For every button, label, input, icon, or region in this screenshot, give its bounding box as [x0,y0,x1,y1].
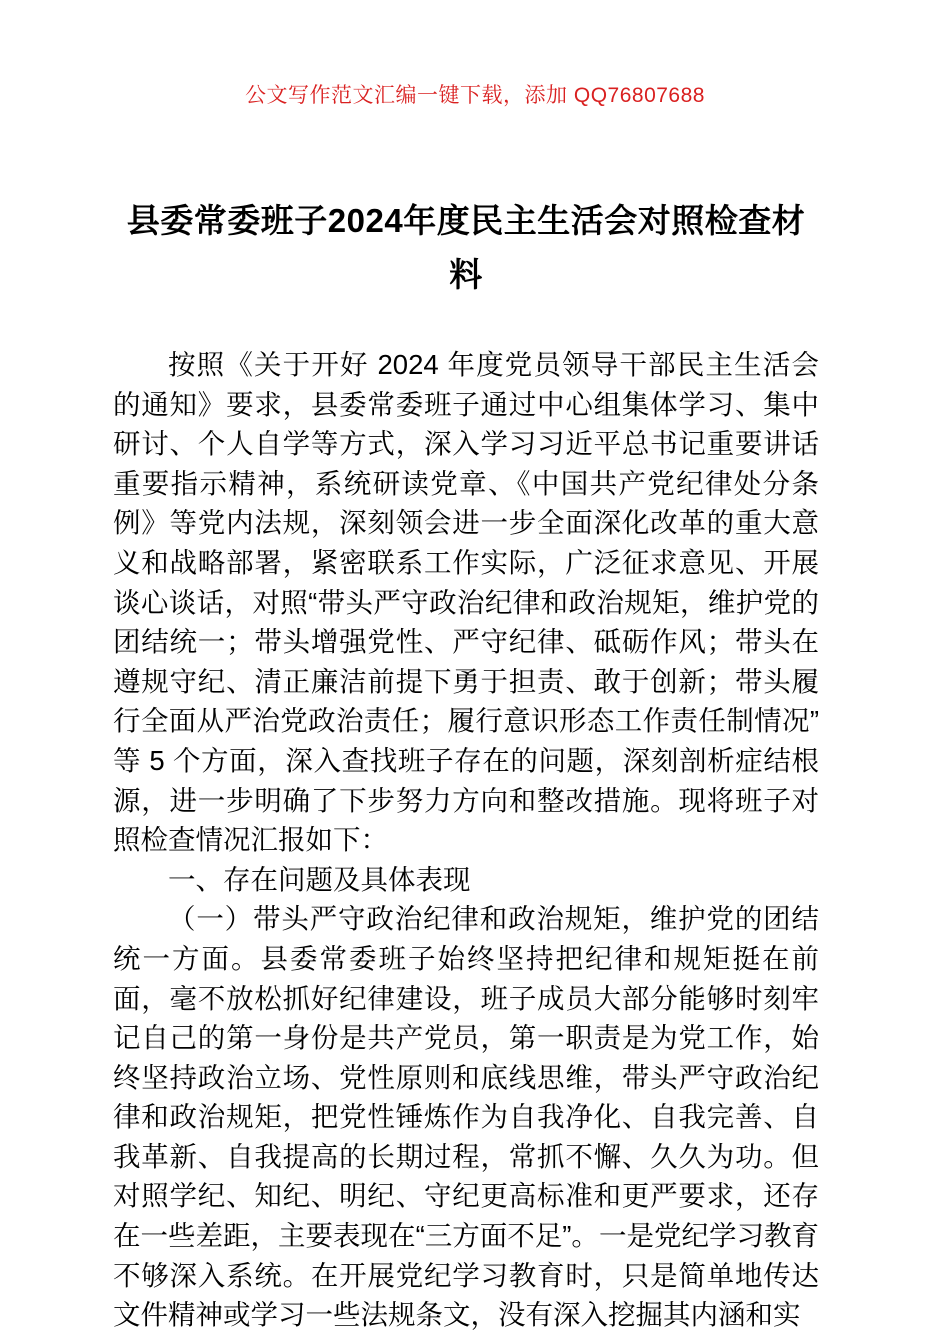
paragraph-intro: 按照《关于开好 2024 年度党员领导干部民主生活会的通知》要求，县委常委班子通过中心组集体学习、集中研讨、个人自学等方式，深入学习习近平总书记重要讲话重要指示精神，系统研读党章、《中国共产党纪律处分条例》等党内法规，深刻领会进一步全面深化改革的重大意义和战略部署，紧密联系工作实际，广泛征求意见、开展谈心谈话，对照“带头严守政治纪律和政治规矩，维护党的团结统一；带头增强党性、严守纪律、砥砺作风；带头在遵规守纪、清正廉洁前提下勇于担责、敢于创新；带头履行全面从严治党政治责任；履行意识形态工作责任制情况”等 5 个方面，深入查找班子存在的问题，深刻剖析症结根源，进一步明确了下步努力方向和整改措施。现将班子对照检查情况汇报如下： [113,349,819,856]
paragraph-section-one-item-a: （一）带头严守政治纪律和政治规矩，维护党的团结统一方面。县委常委班子始终坚持把纪律和规矩挺在前面，毫不放松抓好纪律建设，班子成员大部分能够时刻牢记自己的第一身份是共产党员，第一职责是为党工作，始终坚持政治立场、党性原则和底线思维，带头严守政治纪律和政治规矩，把党性锤炼作为自我净化、自我完善、自我革新、自我提高的长期过程，常抓不懈、久久为功。但对照学纪、知纪、明纪、守纪更高标准和更严要求，还存在一些差距，主要表现在“三方面不足”。一是党纪学习教育不够深入系统。在开展党纪学习教育时，只是简单地传达文件精神或学习一些法规条文，没有深入挖掘其内涵和实 [113,903,819,1331]
promo-watermark-text: 公文写作范文汇编一键下载，添加 QQ76807688 [245,84,705,107]
section-heading-one: 一、存在问题及具体表现 [168,863,471,895]
page-title: 县委常委班子2024年度民主生活会对照检查材料 [126,202,806,294]
document-body [113,345,819,1335]
